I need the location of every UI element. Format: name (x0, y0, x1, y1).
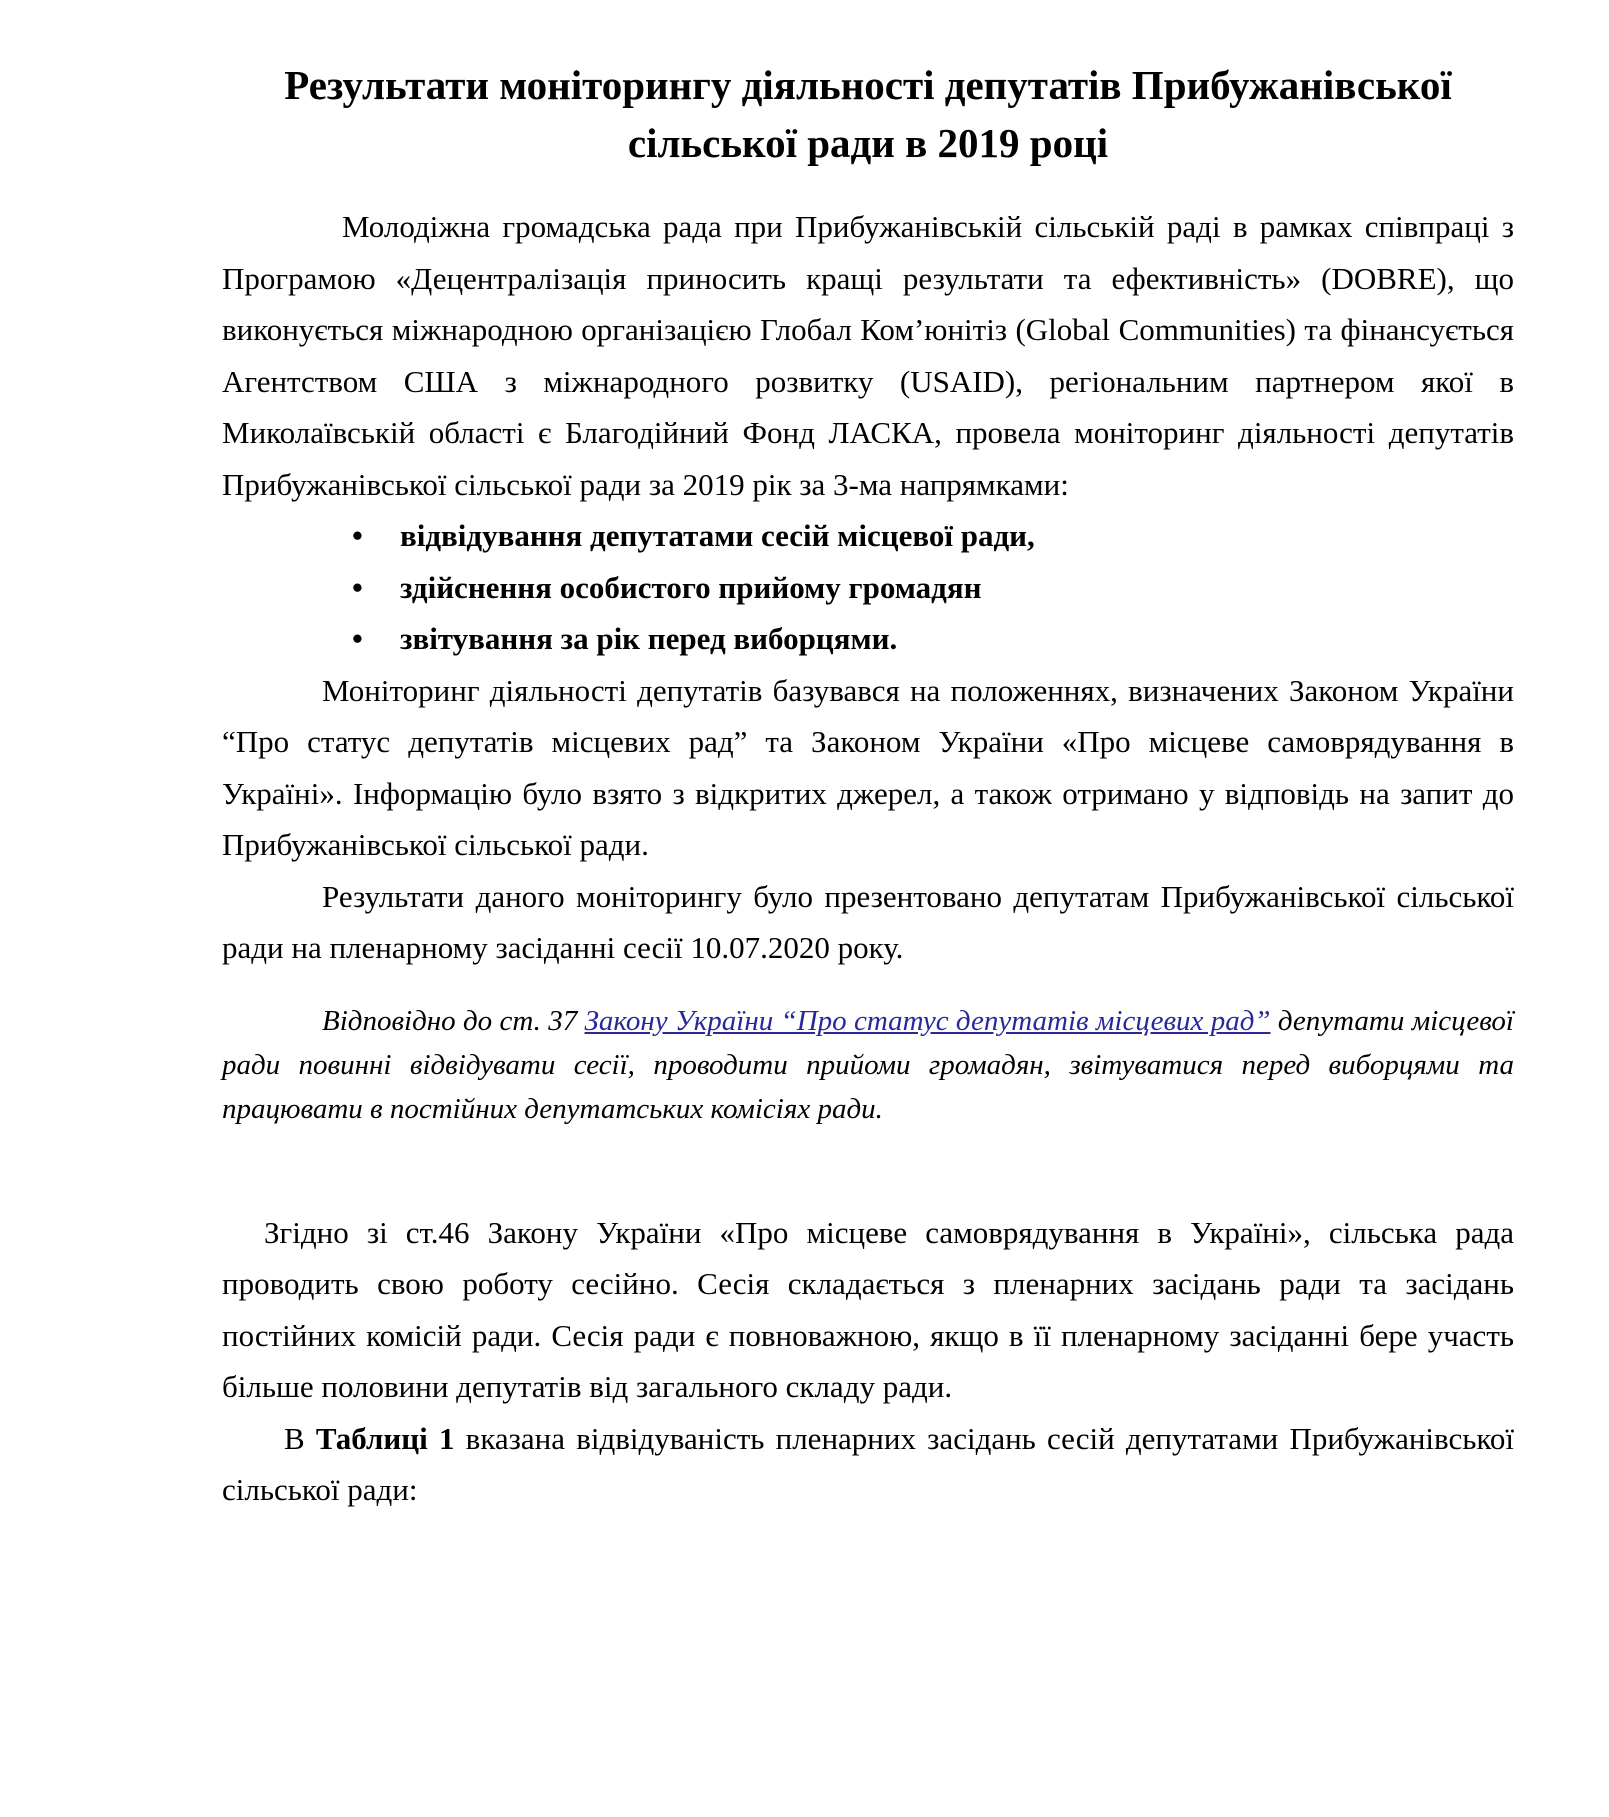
bullet-item (222, 510, 1514, 562)
bullet-dot-icon: • (352, 621, 363, 656)
bullet-list (222, 510, 1514, 665)
bullet-text: здійснення особистого прийому громадян (400, 569, 982, 605)
paragraph-monitoring: Моніторинг діяльності депутатів базувався на положеннях, визначених Законом України “Про статус депутатів місцевих рад” та Законом України «Про місцеве самоврядування в Україні». Інформацію було взято з відкритих джерел, а також отримано у відповідь на запит до Прибужанівської сільської ради. (222, 672, 1514, 862)
bullet-item (222, 613, 1514, 665)
paragraph-session: Згідно зі ст.46 Закону України «Про місцеве самоврядування в Україні», сільська рада проводить свою роботу сесійно. Сесія складається з пленарних засідань ради та засідань постійних комісій ради. Сесія ради є повноважною, якщо в її пленарному засіданні бере участь більше половини депутатів від загального складу ради. (222, 1214, 1514, 1404)
bullet-text: звітування за рік перед виборцями. (400, 621, 898, 656)
bullet-item (222, 562, 1514, 614)
title-line-2: сільської ради в 2019 році (627, 120, 1109, 166)
table-text-after: вказана відвідуваність пленарних засідань сесій депутатами Прибужанівської сільської ради: (222, 1420, 1514, 1507)
paragraph-results: Результати даного моніторингу було презентовано депутатам Прибужанівської сільської ради на пленарному засіданні сесії 10.07.2020 року. (222, 878, 1514, 965)
paragraph-table-intro (222, 1413, 1514, 1516)
paragraph-intro: Молодіжна громадська рада при Прибужанівській сільській раді в рамках співпраці з Програмою «Децентралізація приносить кращі результати та ефективність» (DOBRE), що виконується міжнародною організацією Глобал Ком’юнітіз (Global Communities) та фінансується Агентством США з міжнародного розвитку (USAID), регіональним партнером якої в Миколаївській області є Благодійний Фонд ЛАСКА, провела моніторинг діяльності депутатів Прибужанівської сільської ради за 2019 рік за 3-ма напрямками: (222, 209, 1514, 502)
title-line-1: Результати моніторингу діяльності депутатів Прибужанівської (284, 62, 1452, 108)
table-text-before: В (284, 1420, 316, 1456)
table-reference-bold: Таблиці 1 (315, 1420, 455, 1456)
page-title (222, 56, 1514, 172)
bullet-dot-icon: • (352, 518, 363, 553)
law-text-before: Відповідно до ст. 37 (322, 1004, 585, 1037)
paragraph-law-reference (222, 999, 1514, 1131)
law-text-after: депутати місцевої ради повинні відвідувати сесії, проводити прийоми громадян, звітуватися перед виборцями та працювати в постійних депутатських комісіях ради. (222, 1004, 1514, 1125)
law-link[interactable]: Закону України “Про статус депутатів місцевих рад” (584, 1004, 1271, 1037)
bullet-dot-icon: • (352, 569, 363, 605)
bullet-text: відвідування депутатами сесій місцевої ради, (400, 518, 1035, 553)
